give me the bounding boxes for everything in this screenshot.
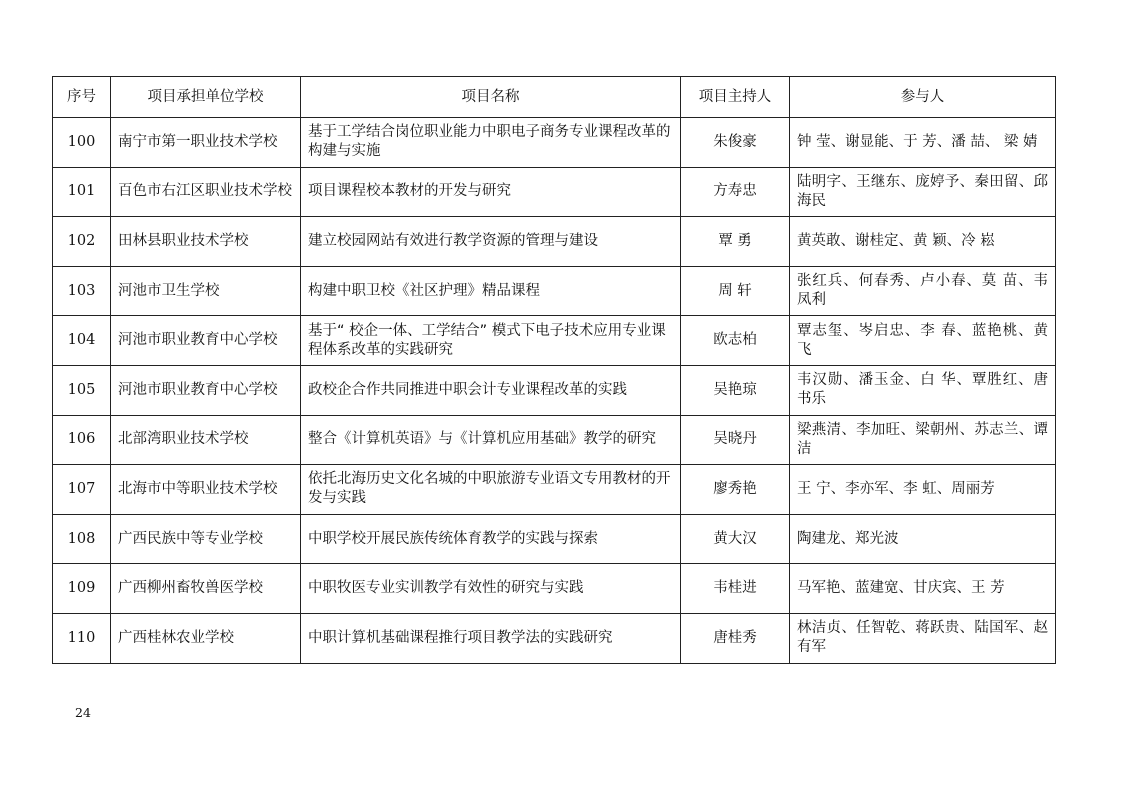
row-host: 黄大汉	[681, 514, 790, 564]
row-school: 北海市中等职业技术学校	[111, 465, 301, 515]
row-number: 101	[53, 167, 111, 217]
row-number: 107	[53, 465, 111, 515]
row-host: 吴艳琼	[681, 365, 790, 415]
row-members: 覃志玺、岑启忠、李 春、蓝艳桃、黄 飞	[790, 316, 1056, 366]
table-row	[53, 514, 1056, 564]
header-school: 项目承担单位学校	[111, 77, 301, 118]
row-school: 河池市职业教育中心学校	[111, 365, 301, 415]
row-project: 建立校园网站有效进行教学资源的管理与建设	[301, 217, 681, 267]
table-row	[53, 167, 1056, 217]
row-school: 河池市卫生学校	[111, 266, 301, 316]
row-host: 韦桂进	[681, 564, 790, 614]
row-number: 103	[53, 266, 111, 316]
row-project: 中职计算机基础课程推行项目教学法的实践研究	[301, 613, 681, 663]
row-host: 覃 勇	[681, 217, 790, 267]
row-school: 广西柳州畜牧兽医学校	[111, 564, 301, 614]
row-members: 钟 莹、谢显能、于 芳、潘 喆、 梁 婧	[790, 118, 1056, 168]
header-host: 项目主持人	[681, 77, 790, 118]
row-school: 广西桂林农业学校	[111, 613, 301, 663]
row-project: 构建中职卫校《社区护理》精品课程	[301, 266, 681, 316]
table-row	[53, 217, 1056, 267]
row-project: 政校企合作共同推进中职会计专业课程改革的实践	[301, 365, 681, 415]
table-header	[53, 77, 1056, 118]
row-members: 陶建龙、郑光波	[790, 514, 1056, 564]
table-row	[53, 613, 1056, 663]
row-members: 陆明字、王继东、庞婷予、秦田留、邱海民	[790, 167, 1056, 217]
row-number: 104	[53, 316, 111, 366]
row-project: 依托北海历史文化名城的中职旅游专业语文专用教材的开发与实践	[301, 465, 681, 515]
row-members: 张红兵、何春秀、卢小春、莫 苗、韦凤利	[790, 266, 1056, 316]
row-project: 整合《计算机英语》与《计算机应用基础》教学的研究	[301, 415, 681, 465]
row-project: 中职牧医专业实训教学有效性的研究与实践	[301, 564, 681, 614]
header-row	[53, 77, 1056, 118]
row-host: 周 轩	[681, 266, 790, 316]
row-host: 廖秀艳	[681, 465, 790, 515]
row-host: 唐桂秀	[681, 613, 790, 663]
row-project: 项目课程校本教材的开发与研究	[301, 167, 681, 217]
row-number: 109	[53, 564, 111, 614]
row-members: 梁燕清、李加旺、梁朝州、苏志兰、谭洁	[790, 415, 1056, 465]
row-school: 田林县职业技术学校	[111, 217, 301, 267]
row-members: 王 宁、李亦军、李 虹、周丽芳	[790, 465, 1056, 515]
projects-table	[52, 76, 1056, 664]
row-host: 方寿忠	[681, 167, 790, 217]
table-row	[53, 118, 1056, 168]
table-row	[53, 564, 1056, 614]
table-row	[53, 465, 1056, 515]
row-school: 南宁市第一职业技术学校	[111, 118, 301, 168]
row-school: 广西民族中等专业学校	[111, 514, 301, 564]
row-number: 105	[53, 365, 111, 415]
row-host: 吴晓丹	[681, 415, 790, 465]
row-project: 中职学校开展民族传统体育教学的实践与探索	[301, 514, 681, 564]
row-project: 基于工学结合岗位职业能力中职电子商务专业课程改革的构建与实施	[301, 118, 681, 168]
header-number: 序号	[53, 77, 111, 118]
row-host: 欧志柏	[681, 316, 790, 366]
table-row	[53, 415, 1056, 465]
row-members: 韦汉勋、潘玉金、白 华、覃胜红、唐书乐	[790, 365, 1056, 415]
row-number: 102	[53, 217, 111, 267]
table-row	[53, 365, 1056, 415]
row-number: 108	[53, 514, 111, 564]
header-project: 项目名称	[301, 77, 681, 118]
row-members: 马军艳、蓝建宽、甘庆宾、王 芳	[790, 564, 1056, 614]
page-number: 24	[75, 705, 91, 720]
table-row	[53, 316, 1056, 366]
row-school: 百色市右江区职业技术学校	[111, 167, 301, 217]
table-body	[53, 118, 1056, 664]
row-school: 北部湾职业技术学校	[111, 415, 301, 465]
row-members: 黄英敢、谢桂定、黄 颖、冷 崧	[790, 217, 1056, 267]
row-number: 106	[53, 415, 111, 465]
row-project: 基于“ 校企一体、工学结合” 模式下电子技术应用专业课程体系改革的实践研究	[301, 316, 681, 366]
row-host: 朱俊豪	[681, 118, 790, 168]
table-row	[53, 266, 1056, 316]
row-members: 林洁贞、任智乾、蒋跃贵、陆国军、赵有军	[790, 613, 1056, 663]
row-number: 100	[53, 118, 111, 168]
row-number: 110	[53, 613, 111, 663]
header-members: 参与人	[790, 77, 1056, 118]
row-school: 河池市职业教育中心学校	[111, 316, 301, 366]
